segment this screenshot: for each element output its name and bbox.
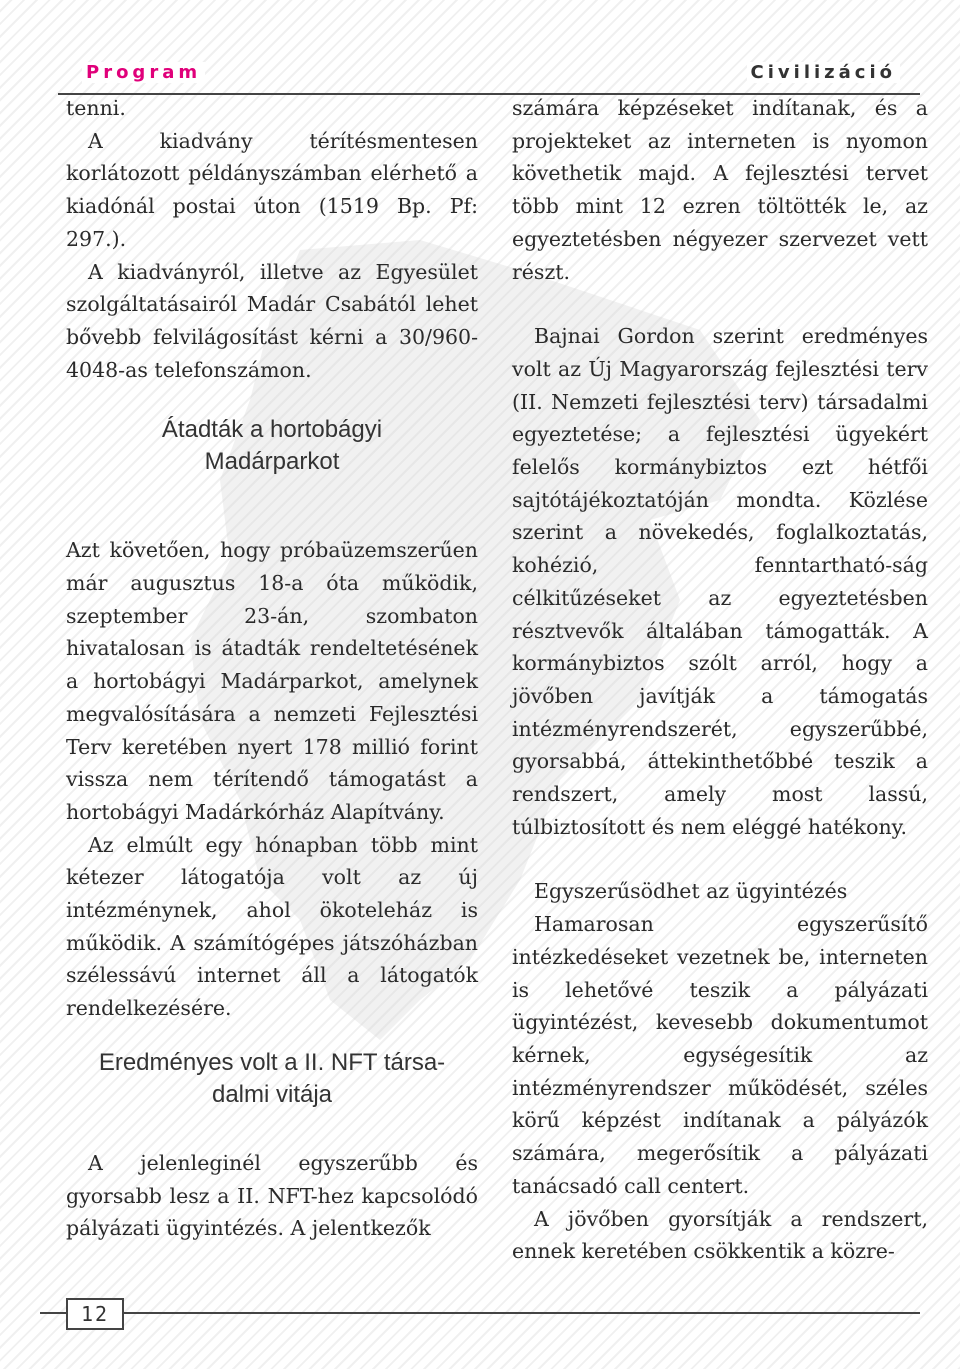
paragraph-gap — [512, 288, 928, 320]
left-paragraph-1: tenni. — [66, 96, 126, 120]
left-paragraph-3: A kiadványról, illetve az Egyesület szolgáltatásairól Madár Csabától lehet bővebb felvilágosítást kérni a 30/960-4048-as telefonszámon. — [66, 259, 478, 382]
footer-rule — [40, 1312, 920, 1314]
right-paragraph-4: Hamarosan egyszerűsítő intézkedéseket vezetnek be, interneten is lehetővé teszik a pályázati ügyintézést, kevesebb dokumentumot kérnek, egységesítik az intézményrendszer működését, széles körű képzést indítanak a pályázók számára, megerősítik a pályázati tanácsadó call centert. — [512, 912, 928, 1198]
right-column — [512, 92, 928, 1268]
heading-madarpark-line1: Átadták a hortobágyi — [161, 416, 383, 444]
heading-nft-vita-line1: Eredményes volt a II. NFT társa- — [98, 1048, 446, 1076]
left-paragraph-4: Azt követően, hogy próbaüzemszerűen már augusztus 18-a óta működik, szeptember 23-án, szombaton hivatalosan is átadták rendeltetésének a hortobágyi Madárparkot, amelynek megvalósítására a nemzeti Fejlesztési Terv keretében nyert 178 millió forint vissza nem térítendő támogatást a hortobágyi Madárkórház Alapítvány. — [66, 538, 478, 824]
right-paragraph-1: számára képzéseket indítanak, és a projekteket az interneten is nyomon követhetik majd. A fejlesztési tervet több mint 12 ezren töltötték le, az egyeztetésben négyezer szervezet vett részt. — [512, 96, 928, 284]
right-paragraph-2: Bajnai Gordon szerint eredményes volt az Új Magyarország fejlesztési terv (II. Nemzeti fejlesztési terv) társadalmi egyeztetése; a fejlesztési ügyekért felelős kormánybiztos ezt hétfői sajtótájékoztatóján mondta. Közlése szerint a növekedés, foglalkoztatás, kohézió, fenntartható-ság célkitűzéseket az egyeztetésben résztvevők általában támogatták. A kormánybiztos szólt arról, hogy a jövőben javítják a támogatás intézményrendszerét, egyszerűbbé, gyorsabbá, áttekinthetőbbé teszik a rendszert, amely most lassú, túlbiztosított és nem eléggé hatékony. — [512, 324, 928, 839]
heading-madarpark-line2: Madárparkot — [204, 448, 340, 476]
left-paragraph-6: A jelenleginél egyszerűbb és gyorsabb lesz a II. NFT-hez kapcsolódó pályázati ügyintézés. A jelentkezők — [66, 1150, 478, 1241]
section-label-civilizacio: Civilizáció — [747, 62, 900, 83]
heading-madarpark — [66, 414, 478, 478]
left-paragraph-2: A kiadvány térítésmentesen korlátozott példányszámban elérhető a kiadónál postai úton (1519 Bp. Pf: 297.). — [66, 128, 478, 251]
right-subheading: Egyszerűsödhet az ügyintézés — [534, 879, 848, 904]
heading-nft-vita — [66, 1047, 478, 1111]
heading-nft-vita-line2: dalmi vitája — [211, 1080, 333, 1108]
left-paragraph-5: Az elmúlt egy hónapban több mint kétezer látogatója volt az új intézménynek, ahol ökoteleház is működik. A számítógépes játszóházban szélessávú internet áll a látogatók rendelkezésére. — [66, 832, 478, 1021]
right-paragraph-5: A jövőben gyorsítják a rendszert, ennek keretében csökkentik a közre- — [512, 1206, 928, 1264]
section-label-program: Program — [82, 62, 205, 83]
paragraph-gap — [512, 843, 928, 875]
left-column — [66, 92, 478, 1245]
page-number: 12 — [66, 1298, 124, 1330]
